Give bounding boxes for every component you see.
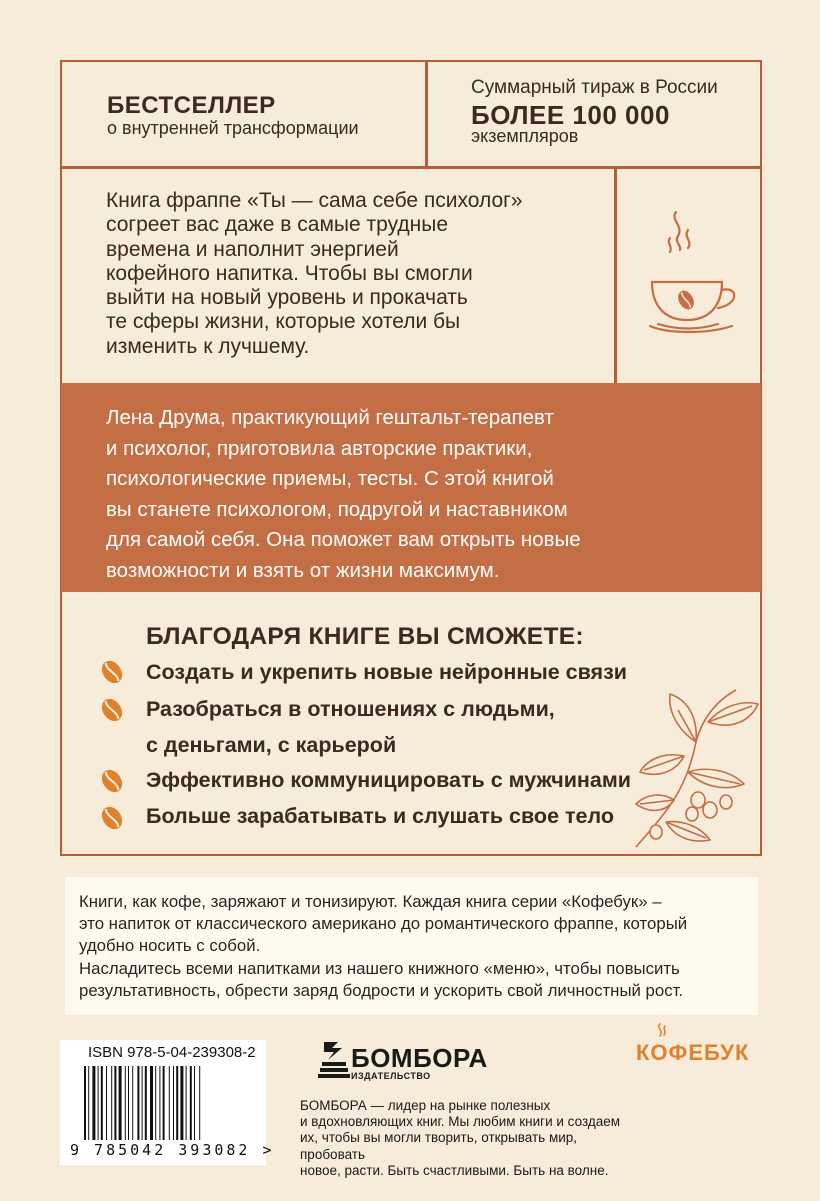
intro-line: кофейного напитка. Чтобы вы смогли bbox=[106, 261, 473, 285]
barcode-bar bbox=[155, 1066, 156, 1140]
barcode-bar bbox=[190, 1066, 192, 1140]
barcode-bar bbox=[98, 1066, 99, 1140]
intro-line: выйти на новый уровень и прокачать bbox=[106, 286, 468, 310]
author-line: для самой себя. Она поможет вам открыть новые bbox=[106, 528, 581, 551]
divider-header bbox=[60, 166, 762, 169]
coffee-bean-icon bbox=[96, 767, 128, 795]
barcode-bar bbox=[111, 1066, 112, 1140]
barcode-bar bbox=[106, 1066, 107, 1140]
print-run-number: БОЛЕЕ 100 000 bbox=[471, 100, 670, 130]
barcode-bar bbox=[176, 1066, 178, 1140]
bestseller-title: БЕСТСЕЛЛЕР bbox=[107, 92, 276, 119]
barcode-bar bbox=[150, 1066, 153, 1140]
divider-cup-vertical bbox=[614, 166, 617, 384]
intro-paragraph bbox=[106, 189, 606, 359]
series-line: это напиток от классического американо до романтического фраппе, который bbox=[79, 914, 688, 934]
barcode-bar bbox=[186, 1066, 187, 1140]
bombora-logo-icon bbox=[318, 1040, 350, 1082]
intro-line: те сферы жизни, которые хотели бы bbox=[106, 310, 461, 334]
barcode-bar bbox=[125, 1066, 126, 1140]
barcode-bar bbox=[137, 1066, 139, 1140]
barcode-bar bbox=[132, 1066, 133, 1140]
intro-line: согреет вас даже в самые трудные bbox=[106, 213, 448, 237]
author-line: и психолог, приготовила авторские практики, bbox=[106, 436, 533, 460]
publisher-tag: ИЗДАТЕЛЬСТВО bbox=[351, 1071, 431, 1081]
intro-line: изменить к лучшему. bbox=[106, 334, 310, 358]
publisher-name: БОМБОРА bbox=[351, 1043, 488, 1073]
barcode-bar bbox=[194, 1066, 195, 1140]
print-run-label: Суммарный тираж в России bbox=[471, 77, 718, 98]
benefits-title: БЛАГОДАРЯ КНИГЕ ВЫ СМОЖЕТЕ: bbox=[146, 623, 584, 650]
barcode-bar bbox=[145, 1066, 147, 1140]
coffee-cup-icon bbox=[638, 200, 748, 340]
divider-header-vertical bbox=[425, 60, 428, 167]
barcode-bar bbox=[128, 1066, 129, 1140]
coffee-bean-icon bbox=[96, 804, 128, 832]
barcode-bar bbox=[169, 1066, 170, 1140]
benefit-item: Разобраться в отношениях с людьми, bbox=[146, 697, 555, 721]
barcode-bar bbox=[92, 1066, 95, 1140]
isbn-label: ISBN 978-5-04-239308-2 bbox=[88, 1044, 256, 1061]
author-line: возможности и взять от жизни максимум. bbox=[106, 558, 500, 582]
barcode-bar bbox=[180, 1066, 183, 1140]
barcode-bar bbox=[142, 1066, 143, 1140]
barcode-bar bbox=[199, 1066, 200, 1140]
benefit-item: Эффективно коммуницировать с мужчинами bbox=[146, 768, 631, 792]
print-run-unit: экземпляров bbox=[471, 126, 579, 146]
benefit-item: Больше зарабатывать и слушать свое тело bbox=[146, 804, 614, 828]
barcode bbox=[84, 1066, 234, 1140]
coffee-branch-icon bbox=[626, 682, 766, 852]
series-line: удобно носить с собой. bbox=[79, 936, 261, 956]
benefit-item: Создать и укрепить новые нейронные связи bbox=[146, 660, 627, 684]
series-description bbox=[79, 891, 749, 1002]
coffee-bean-icon bbox=[96, 696, 128, 724]
publisher-line: и вдохновляющих книг. Мы любим книги и создаем bbox=[300, 1114, 621, 1130]
benefit-item-continued: с деньгами, с карьерой bbox=[146, 733, 397, 757]
author-line: Лена Друма, практикующий гештальт-терапевт bbox=[106, 406, 554, 429]
author-line: вы станете психологом, подругой и наставником bbox=[106, 497, 568, 521]
intro-line: Книга фраппе «Ты — сама себе психолог» bbox=[106, 189, 523, 212]
barcode-bar bbox=[159, 1066, 160, 1140]
publisher-line: их, чтобы вы могли творить, открывать мир, пробовать bbox=[300, 1130, 578, 1162]
isbn-digits: 9 785042 393082 > bbox=[70, 1141, 275, 1159]
publisher-line: БОМБОРА — лидер на рынке полезных bbox=[300, 1098, 551, 1113]
intro-line: времена и наполнит энергией bbox=[106, 237, 399, 261]
barcode-bar bbox=[119, 1066, 122, 1140]
barcode-bar bbox=[173, 1066, 174, 1140]
author-paragraph bbox=[106, 403, 746, 586]
series-line: Насладитесь всеми напитками из нашего книжного «меню», чтобы повысить bbox=[79, 958, 680, 978]
author-line: психологические приемы, тесты. С этой книгой bbox=[106, 467, 554, 490]
bestseller-subtitle: о внутренней трансформации bbox=[107, 118, 359, 138]
steam-icon bbox=[654, 1022, 670, 1040]
series-line: результативность, обрести заряд бодрости и ускорить свой личностный рост. bbox=[79, 980, 684, 1000]
barcode-bar bbox=[101, 1066, 103, 1140]
series-logo: КОФЕБУК bbox=[636, 1040, 750, 1065]
barcode-bar bbox=[163, 1066, 165, 1140]
barcode-bar bbox=[114, 1066, 116, 1140]
publisher-description bbox=[300, 1098, 630, 1179]
coffee-bean-icon bbox=[96, 658, 128, 686]
barcode-bar bbox=[84, 1066, 86, 1140]
series-line: Книги, как кофе, заряжают и тонизируют. Каждая книга серии «Кофебук» – bbox=[79, 892, 662, 911]
barcode-bar bbox=[88, 1066, 89, 1140]
publisher-line: новое, расти. Быть счастливыми. Быть на волне. bbox=[300, 1162, 609, 1178]
